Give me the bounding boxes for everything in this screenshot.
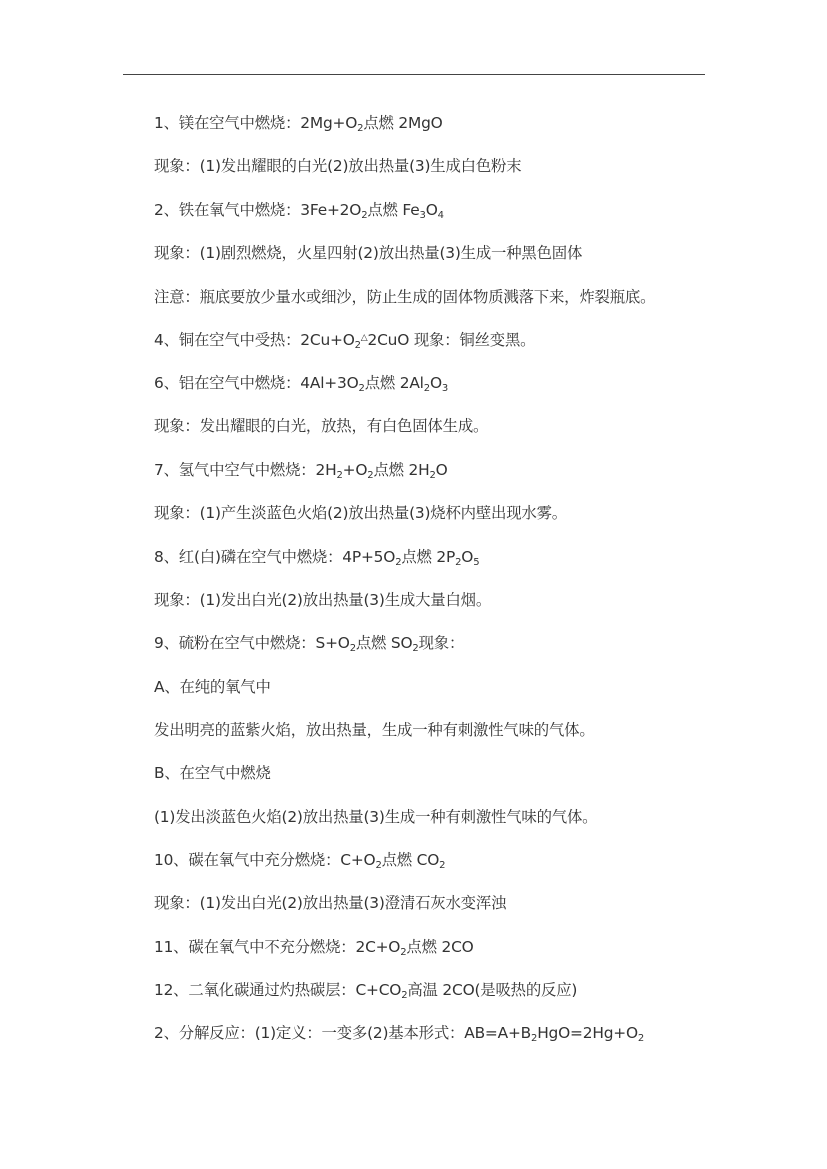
reaction-magnesium: 1、镁在空气中燃烧：$2Mg+O_2$点燃 2MgO [154, 114, 443, 134]
observation-magnesium: 现象：(1)发出耀眼的白光(2)放出热量(3)生成白色粉末 [154, 157, 522, 175]
observation-aluminum: 现象：发出耀眼的白光，放热，有白色固体生成。 [154, 417, 489, 435]
subheading-in-air: B、在空气中燃烧 [154, 764, 271, 782]
reaction-sulfur: 9、硫粉在空气中燃烧：$S+O_2$点燃 $SO_2$现象： [154, 634, 465, 654]
note-iron: 注意：瓶底要放少量水或细沙，防止生成的固体物质溅落下来，炸裂瓶底。 [154, 288, 656, 306]
heat-triangle-icon: △ [360, 333, 368, 343]
subheading-pure-oxygen: A、在纯的氧气中 [154, 678, 271, 696]
header-rule [123, 74, 705, 75]
observation-sulfur-air: (1)发出淡蓝色火焰(2)放出热量(3)生成一种有刺激性气味的气体。 [154, 808, 598, 826]
observation-hydrogen: 现象：(1)产生淡蓝色火焰(2)放出热量(3)烧杯内壁出现水雾。 [154, 504, 567, 522]
observation-sulfur-oxygen: 发出明亮的蓝紫火焰，放出热量，生成一种有刺激性气味的气体。 [154, 721, 595, 739]
observation-phosphorus: 现象：(1)发出白光(2)放出热量(3)生成大量白烟。 [154, 591, 492, 609]
reaction-aluminum: 6、铝在空气中燃烧：$4Al+3O_2$点燃 $2Al_2O_3$ [154, 374, 449, 394]
reaction-phosphorus: 8、红(白)磷在空气中燃烧：$4P+5O_2$点燃 $2P_2O_5$ [154, 548, 480, 568]
reaction-co2-hot-carbon: 12、二氧化碳通过灼热碳层：$C+CO_2$高温 2CO(是吸热的反应) [154, 981, 578, 1001]
reaction-carbon-incomplete: 11、碳在氧气中不充分燃烧：$2C+O_2$点燃 2CO [154, 938, 474, 958]
reaction-hydrogen: 7、氢气中空气中燃烧：$2H_2+O_2$点燃 $2H_2O$ [154, 461, 448, 481]
observation-iron: 现象：(1)剧烈燃烧，火星四射(2)放出热量(3)生成一种黑色固体 [154, 244, 583, 262]
decomposition-definition: 2、分解反应：(1)定义：一变多(2)基本形式：$AB=A+B_2HgO=2Hg+O_2$ [154, 1024, 645, 1044]
observation-carbon: 现象：(1)发出白光(2)放出热量(3)澄清石灰水变浑浊 [154, 894, 507, 912]
reaction-carbon-complete: 10、碳在氧气中充分燃烧：$C+O_2$点燃 $CO_2$ [154, 851, 446, 871]
reaction-iron: 2、铁在氧气中燃烧：$3Fe+2O_2$点燃 $Fe_3O_4$ [154, 201, 444, 221]
reaction-copper: 4、铜在空气中受热：$2Cu+O_2^\triangle 2CuO$ 现象：铜丝变黑。 [154, 331, 536, 351]
